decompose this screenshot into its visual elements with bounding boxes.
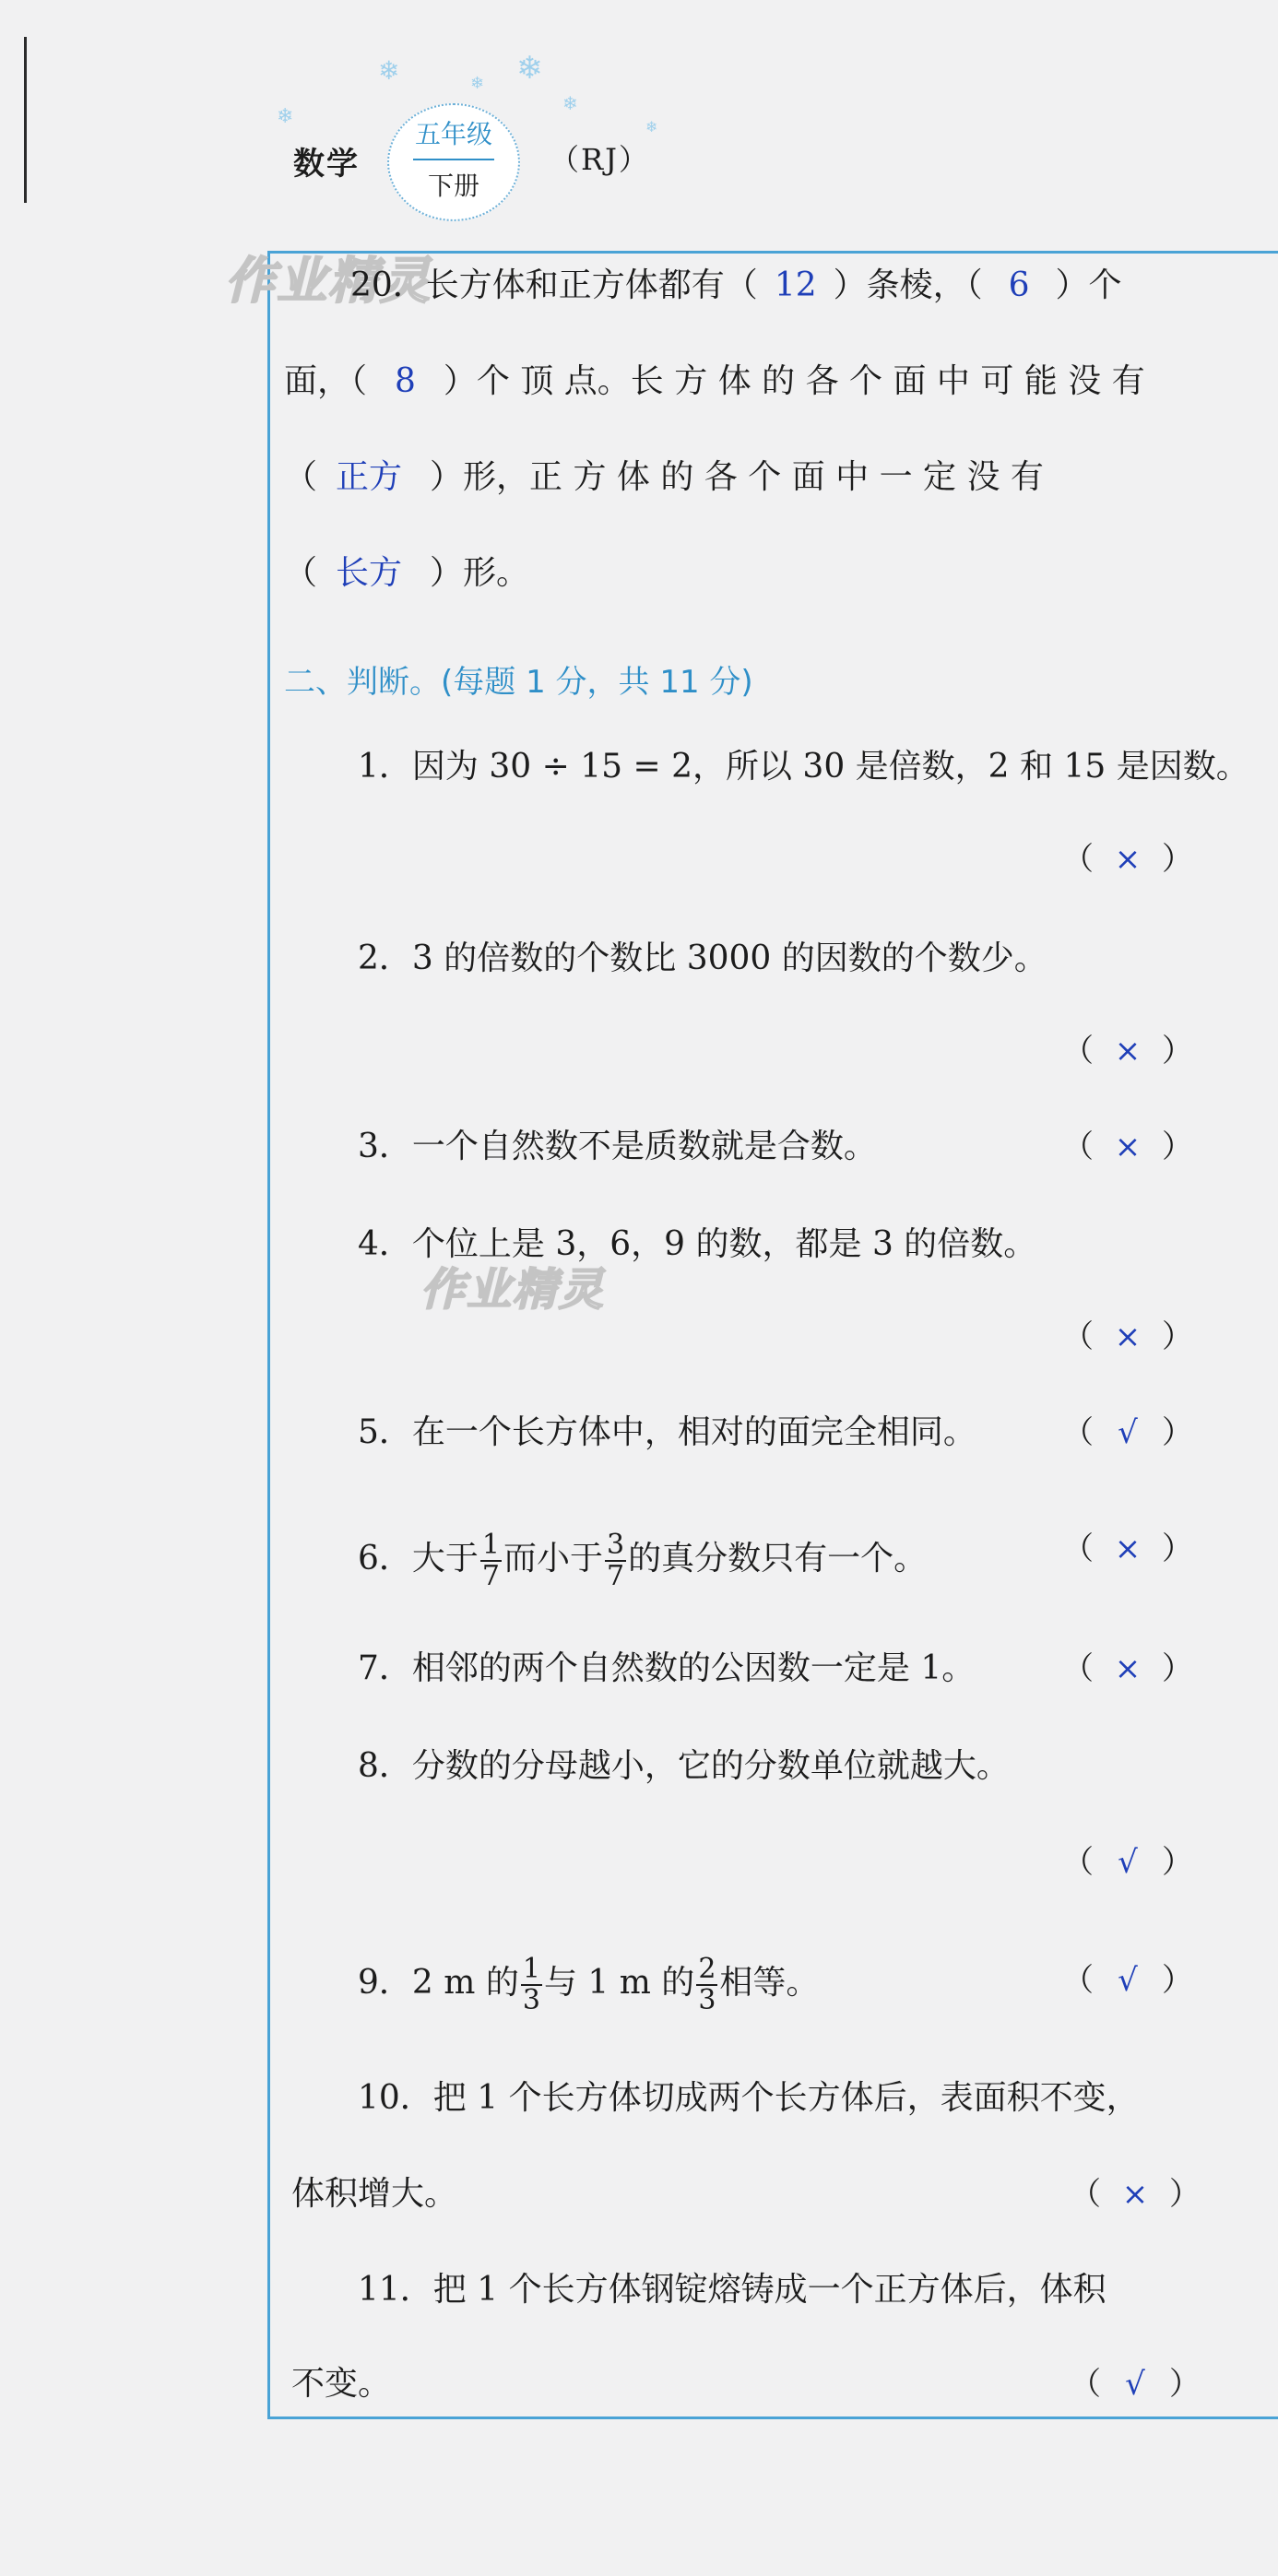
judgment-mark-6 [1062,1530,1193,1567]
text-segment: （ [284,458,318,496]
numerator: 1 [481,1529,500,1561]
judgment-item-9 [358,1951,819,2015]
judgment-mark-1 [1062,841,1193,878]
numerator: 3 [607,1529,625,1561]
judgment-item-8: 8．分数的分母越小，它的分数单位就越大。 [358,1747,1010,1785]
denominator: 7 [481,1560,500,1592]
judgment-item-11: 11．把 1 个长方体钢锭熔铸成一个正方体后，体积 [358,2271,1106,2309]
snowflake-icon: ❄ [378,55,400,86]
text-segment: 相等。 [719,1964,820,2002]
text-segment: ）条棱，（ [833,266,983,304]
paren-close: ） [1169,2176,1201,2213]
snowflake-icon: ❄ [516,50,543,87]
judgment-mark-8 [1062,1844,1193,1881]
paren-close: ） [1162,1414,1193,1451]
paren-close: ） [1162,1844,1193,1881]
q20-line-3 [284,459,1044,496]
snowflake-icon: ❄ [470,74,485,93]
answer-text: 6 [1008,266,1030,304]
grade-badge [387,103,520,221]
page-edge-line [24,37,27,203]
judgment-item-1: 1．因为 30 ÷ 15 = 2，所以 30 是倍数，2 和 15 是因数。 [358,748,1249,786]
judgment-mark-10 [1070,2176,1201,2213]
paren-open: （ [1070,2176,1101,2213]
paren-open: （ [1062,1530,1094,1567]
q20-line-1 [350,267,1122,304]
answer-mark: √ [1118,1414,1138,1451]
judgment-item-10: 10．把 1 个长方体切成两个长方体后，表面积不变， [358,2079,1140,2117]
paren-open: （ [1062,1414,1094,1451]
subject-label: 数学 [293,146,360,183]
answer-mark: √ [1118,1844,1138,1881]
q20-line-2 [284,363,1145,400]
snowflake-icon: ❄ [562,92,578,114]
answer-text: 正方 [336,458,403,496]
text-segment: ）个 顶 点。长 方 体 的 各 个 面 中 可 能 没 有 [443,362,1145,400]
snowflake-icon: ❄ [645,118,658,136]
answer-mark: √ [1125,2366,1145,2403]
watermark: 作业精灵 [225,252,432,310]
judgment-item-5: 5．在一个长方体中，相对的面完全相同。 [358,1413,976,1451]
answer-mark: × [1114,1033,1142,1069]
judgment-item-7: 7．相邻的两个自然数的公因数一定是 1。 [358,1649,976,1687]
paren-close: ） [1162,1962,1193,1999]
answer-mark: × [1114,1318,1142,1355]
numerator: 1 [522,1953,540,1985]
paren-open: （ [1062,1650,1094,1687]
paren-close: ） [1162,841,1193,878]
judgment-mark-11 [1070,2366,1201,2403]
paren-close: ） [1162,1318,1193,1355]
judgment-item-11-cont: 不变。 [291,2365,392,2403]
paren-close: ） [1162,1530,1193,1567]
paren-open: （ [1062,841,1094,878]
text-segment: ）形。 [430,554,530,592]
judgment-mark-5 [1062,1414,1193,1451]
answer-text: 长方 [336,554,403,592]
judgment-item-3: 3．一个自然数不是质数就是合数。 [358,1128,877,1165]
text-segment: 而小于 [503,1540,604,1578]
paren-open: （ [1062,1033,1094,1069]
section-heading: 二、判断。(每题 1 分，共 11 分) [284,664,753,701]
judgment-mark-3 [1062,1128,1193,1165]
paren-open: （ [1070,2366,1101,2403]
judgment-item-10-cont: 体积增大。 [291,2175,458,2213]
text-segment: （ [284,554,318,592]
paren-close: ） [1162,1128,1193,1165]
text-segment: 的真分数只有一个。 [628,1540,928,1578]
judgment-mark-9 [1062,1962,1193,1999]
fraction [521,1955,542,2015]
text-segment: 9．2 m 的 [358,1964,519,2002]
paren-close: ） [1162,1033,1193,1069]
numerator: 2 [698,1953,716,1985]
fraction [605,1530,626,1591]
denominator: 3 [698,1984,716,2016]
text-segment: 面，（ [284,362,368,400]
paren-open: （ [1062,1128,1094,1165]
denominator: 3 [522,1984,540,2016]
q20-line-4 [284,555,529,592]
text-segment: 6．大于 [358,1540,479,1578]
volume-label: 下册 [427,171,479,201]
text-segment: 与 1 m 的 [543,1964,695,2002]
grade-label: 五年级 [414,119,492,149]
paren-close: ） [1162,1650,1193,1687]
watermark: 作业精灵 [420,1264,606,1316]
answer-mark: × [1114,841,1142,878]
paren-close: ） [1169,2366,1201,2403]
judgment-item-6 [358,1527,927,1591]
answer-text: 12 [774,266,817,304]
snowflake-icon: ❄ [277,105,294,128]
judgment-item-4: 4．个位上是 3，6，9 的数，都是 3 的倍数。 [358,1225,1037,1263]
paren-open: （ [1062,1844,1094,1881]
denominator: 7 [607,1560,625,1592]
text-segment: 20．长方体和正方体都有（ [350,266,758,304]
answer-mark: × [1114,1128,1142,1165]
answer-mark: × [1114,1650,1142,1687]
judgment-mark-7 [1062,1650,1193,1687]
fraction [480,1530,502,1591]
answer-mark: × [1114,1530,1142,1567]
judgment-item-2: 2．3 的倍数的个数比 3000 的因数的个数少。 [358,939,1047,977]
answer-mark: × [1121,2176,1149,2213]
badge-divider [413,159,494,160]
judgment-mark-2 [1062,1033,1193,1069]
paren-open: （ [1062,1962,1094,1999]
fraction [696,1955,717,2015]
text-segment: ）形，正 方 体 的 各 个 面 中 一 定 没 有 [430,458,1044,496]
paren-open: （ [1062,1318,1094,1355]
edition-label: （RJ） [550,142,650,177]
judgment-mark-4 [1062,1318,1193,1355]
answer-mark: √ [1118,1962,1138,1999]
answer-text: 8 [395,362,416,400]
text-segment: ）个 [1055,266,1122,304]
